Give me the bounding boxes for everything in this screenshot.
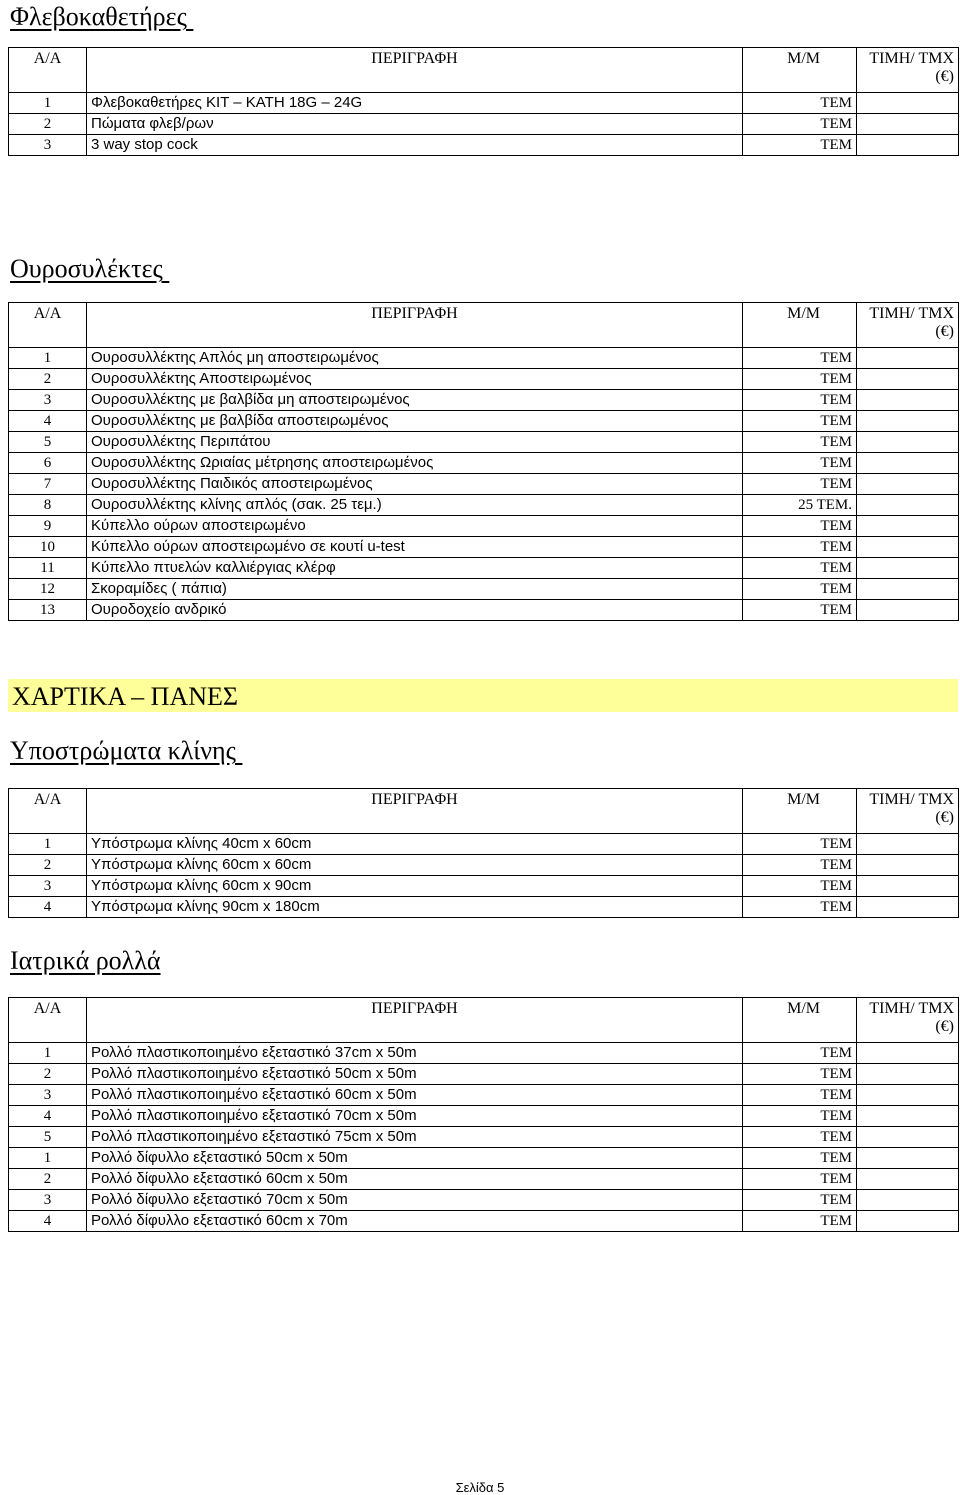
cell-price <box>857 474 959 495</box>
cell-description: Ουροσυλλέκτης με βαλβίδα αποστειρωμένος <box>87 411 743 432</box>
cell-unit: ΤΕΜ <box>743 453 857 474</box>
table-row <box>9 516 959 537</box>
cell-unit: ΤΕΜ <box>743 579 857 600</box>
cell-description: Υπόστρωμα κλίνης 40cm x 60cm <box>87 834 743 855</box>
cell-aa: 13 <box>9 600 87 621</box>
cell-description: Ρολλό πλαστικοποιημένο εξεταστικό 70cm x 50m <box>87 1106 743 1127</box>
cell-description: 3 way stop cock <box>87 135 743 156</box>
column-header-aa: Α/Α <box>9 789 87 834</box>
cell-unit: ΤΕΜ <box>743 855 857 876</box>
cell-unit: ΤΕΜ <box>743 474 857 495</box>
cell-unit: ΤΕΜ <box>743 516 857 537</box>
category-banner <box>8 679 958 712</box>
cell-price <box>857 1211 959 1232</box>
cell-unit: ΤΕΜ <box>743 1043 857 1064</box>
cell-description: Ρολλό δίφυλλο εξεταστικό 60cm x 70m <box>87 1211 743 1232</box>
cell-description: Ρολλό δίφυλλο εξεταστικό 70cm x 50m <box>87 1190 743 1211</box>
cell-aa: 3 <box>9 135 87 156</box>
cell-unit: ΤΕΜ <box>743 348 857 369</box>
cell-aa: 5 <box>9 1127 87 1148</box>
section-title-ourosylektes: Ουροσυλέκτες <box>10 254 170 283</box>
table-body <box>9 93 959 156</box>
table-row <box>9 348 959 369</box>
column-header-unit: Μ/Μ <box>743 789 857 834</box>
cell-description: Ρολλό πλαστικοποιημένο εξεταστικό 60cm x 50m <box>87 1085 743 1106</box>
cell-unit: ΤΕΜ <box>743 834 857 855</box>
column-header-description: ΠΕΡΙΓΡΑΦΗ <box>87 998 743 1043</box>
cell-aa: 1 <box>9 1148 87 1169</box>
column-header-unit: Μ/Μ <box>743 303 857 348</box>
cell-unit: ΤΕΜ <box>743 537 857 558</box>
cell-description: Σκοραμίδες ( πάπια) <box>87 579 743 600</box>
table-row <box>9 834 959 855</box>
cell-aa: 2 <box>9 855 87 876</box>
cell-unit: ΤΕΜ <box>743 1064 857 1085</box>
cell-price <box>857 114 959 135</box>
table-header-row <box>9 789 959 834</box>
column-header-unit: Μ/Μ <box>743 48 857 93</box>
cell-unit: ΤΕΜ <box>743 369 857 390</box>
column-header-price: ΤΙΜΗ/ ΤΜΧ (€) <box>857 303 959 348</box>
cell-aa: 8 <box>9 495 87 516</box>
cell-price <box>857 348 959 369</box>
cell-description: Ουροσυλλέκτης κλίνης απλός (σακ. 25 τεμ.) <box>87 495 743 516</box>
cell-price <box>857 1190 959 1211</box>
cell-unit: ΤΕΜ <box>743 1085 857 1106</box>
cell-aa: 10 <box>9 537 87 558</box>
cell-unit: ΤΕΜ <box>743 1169 857 1190</box>
cell-aa: 2 <box>9 114 87 135</box>
cell-price <box>857 1127 959 1148</box>
cell-unit: ΤΕΜ <box>743 432 857 453</box>
cell-unit: ΤΕΜ <box>743 411 857 432</box>
cell-price <box>857 579 959 600</box>
column-header-description: ΠΕΡΙΓΡΑΦΗ <box>87 48 743 93</box>
table-row <box>9 600 959 621</box>
cell-aa: 3 <box>9 1190 87 1211</box>
table-header-row <box>9 303 959 348</box>
cell-description: Ουροσυλλέκτης Περιπάτου <box>87 432 743 453</box>
cell-price <box>857 453 959 474</box>
column-header-price: ΤΙΜΗ/ ΤΜΧ (€) <box>857 998 959 1043</box>
table-row <box>9 474 959 495</box>
category-banner-title: ΧΑΡΤΙΚΑ – ΠΑΝΕΣ <box>12 682 239 711</box>
cell-description: Ουροσυλλέκτης με βαλβίδα μη αποστειρωμένος <box>87 390 743 411</box>
cell-unit: ΤΕΜ <box>743 1190 857 1211</box>
table-row <box>9 1211 959 1232</box>
cell-price <box>857 1085 959 1106</box>
cell-description: Ουροσυλλέκτης Απλός μη αποστειρωμένος <box>87 348 743 369</box>
cell-description: Πώματα φλεβ/ρων <box>87 114 743 135</box>
cell-description: Κύπελλο πτυελών καλλιέργιας κλέρφ <box>87 558 743 579</box>
cell-price <box>857 834 959 855</box>
cell-aa: 1 <box>9 834 87 855</box>
column-header-price: ΤΙΜΗ/ ΤΜΧ (€) <box>857 48 959 93</box>
cell-aa: 12 <box>9 579 87 600</box>
cell-description: Ουροσυλλέκτης Παιδικός αποστειρωμένος <box>87 474 743 495</box>
cell-price <box>857 516 959 537</box>
column-header-aa: Α/Α <box>9 303 87 348</box>
table-row <box>9 537 959 558</box>
cell-aa: 3 <box>9 1085 87 1106</box>
cell-description: Κύπελλο ούρων αποστειρωμένο σε κουτί u-test <box>87 537 743 558</box>
cell-price <box>857 93 959 114</box>
cell-price <box>857 600 959 621</box>
section-title-ypostromata: Υποστρώματα κλίνης <box>10 736 243 765</box>
column-header-aa: Α/Α <box>9 998 87 1043</box>
cell-price <box>857 135 959 156</box>
cell-unit: ΤΕΜ <box>743 876 857 897</box>
table-row <box>9 897 959 918</box>
cell-price <box>857 897 959 918</box>
table-row <box>9 1190 959 1211</box>
cell-unit: ΤΕΜ <box>743 1211 857 1232</box>
cell-aa: 2 <box>9 369 87 390</box>
cell-aa: 2 <box>9 1169 87 1190</box>
table-row <box>9 1106 959 1127</box>
cell-aa: 4 <box>9 1211 87 1232</box>
cell-price <box>857 537 959 558</box>
cell-aa: 1 <box>9 348 87 369</box>
cell-description: Υπόστρωμα κλίνης 60cm x 60cm <box>87 855 743 876</box>
table-row <box>9 1064 959 1085</box>
cell-price <box>857 1043 959 1064</box>
cell-price <box>857 432 959 453</box>
cell-aa: 5 <box>9 432 87 453</box>
cell-aa: 9 <box>9 516 87 537</box>
cell-aa: 4 <box>9 897 87 918</box>
column-header-price: ΤΙΜΗ/ ΤΜΧ (€) <box>857 789 959 834</box>
cell-unit: 25 ΤΕΜ. <box>743 495 857 516</box>
table-row <box>9 432 959 453</box>
items-table-iatrika-rolla <box>8 997 959 1232</box>
page-number: Σελίδα 5 <box>455 1480 505 1495</box>
cell-description: Ρολλό πλαστικοποιημένο εξεταστικό 75cm x 50m <box>87 1127 743 1148</box>
table-row <box>9 453 959 474</box>
table-row <box>9 1127 959 1148</box>
cell-price <box>857 1169 959 1190</box>
table-row <box>9 369 959 390</box>
table-body <box>9 1043 959 1232</box>
cell-unit: ΤΕΜ <box>743 135 857 156</box>
cell-price <box>857 1148 959 1169</box>
cell-description: Ουροσυλλέκτης Αποστειρωμένος <box>87 369 743 390</box>
cell-unit: ΤΕΜ <box>743 1106 857 1127</box>
cell-aa: 1 <box>9 1043 87 1064</box>
table-row <box>9 876 959 897</box>
column-header-unit: Μ/Μ <box>743 998 857 1043</box>
table-row <box>9 558 959 579</box>
cell-aa: 3 <box>9 876 87 897</box>
column-header-aa: Α/Α <box>9 48 87 93</box>
cell-price <box>857 1106 959 1127</box>
cell-aa: 2 <box>9 1064 87 1085</box>
items-table-flevokathetires <box>8 47 959 156</box>
table-header-row <box>9 998 959 1043</box>
cell-aa: 11 <box>9 558 87 579</box>
cell-price <box>857 876 959 897</box>
table-row <box>9 93 959 114</box>
table-row <box>9 495 959 516</box>
cell-price <box>857 855 959 876</box>
section-title-flevokathetires: Φλεβοκαθετήρες <box>10 2 194 31</box>
cell-description: Ρολλό πλαστικοποιημένο εξεταστικό 37cm x 50m <box>87 1043 743 1064</box>
cell-price <box>857 369 959 390</box>
cell-aa: 1 <box>9 93 87 114</box>
table-row <box>9 114 959 135</box>
cell-description: Ρολλό δίφυλλο εξεταστικό 50cm x 50m <box>87 1148 743 1169</box>
table-header-row <box>9 48 959 93</box>
cell-description: Ουροδοχείο ανδρικό <box>87 600 743 621</box>
cell-aa: 4 <box>9 1106 87 1127</box>
table-row <box>9 135 959 156</box>
cell-aa: 4 <box>9 411 87 432</box>
cell-description: Υπόστρωμα κλίνης 90cm x 180cm <box>87 897 743 918</box>
cell-unit: ΤΕΜ <box>743 1127 857 1148</box>
cell-unit: ΤΕΜ <box>743 1148 857 1169</box>
section-title-iatrika-rolla: Ιατρικά ρολλά <box>10 946 161 975</box>
table-row <box>9 390 959 411</box>
table-row <box>9 1169 959 1190</box>
cell-price <box>857 558 959 579</box>
cell-price <box>857 411 959 432</box>
cell-aa: 6 <box>9 453 87 474</box>
table-body <box>9 834 959 918</box>
cell-description: Ουροσυλλέκτης Ωριαίας μέτρησης αποστειρωμένος <box>87 453 743 474</box>
cell-price <box>857 1064 959 1085</box>
table-body <box>9 348 959 621</box>
table-row <box>9 855 959 876</box>
cell-price <box>857 495 959 516</box>
cell-description: Φλεβοκαθετήρες KIT – KATH 18G – 24G <box>87 93 743 114</box>
items-table-ourosylektes <box>8 302 959 621</box>
cell-unit: ΤΕΜ <box>743 600 857 621</box>
cell-unit: ΤΕΜ <box>743 390 857 411</box>
column-header-description: ΠΕΡΙΓΡΑΦΗ <box>87 789 743 834</box>
cell-unit: ΤΕΜ <box>743 897 857 918</box>
cell-unit: ΤΕΜ <box>743 114 857 135</box>
table-row <box>9 1148 959 1169</box>
table-row <box>9 579 959 600</box>
cell-price <box>857 390 959 411</box>
cell-description: Ρολλό δίφυλλο εξεταστικό 60cm x 50m <box>87 1169 743 1190</box>
table-row <box>9 1085 959 1106</box>
column-header-description: ΠΕΡΙΓΡΑΦΗ <box>87 303 743 348</box>
cell-description: Κύπελλο ούρων αποστειρωμένο <box>87 516 743 537</box>
cell-description: Υπόστρωμα κλίνης 60cm x 90cm <box>87 876 743 897</box>
items-table-ypostromata <box>8 788 959 918</box>
cell-description: Ρολλό πλαστικοποιημένο εξεταστικό 50cm x 50m <box>87 1064 743 1085</box>
table-row <box>9 1043 959 1064</box>
cell-aa: 3 <box>9 390 87 411</box>
table-row <box>9 411 959 432</box>
cell-aa: 7 <box>9 474 87 495</box>
cell-unit: ΤΕΜ <box>743 93 857 114</box>
cell-unit: ΤΕΜ <box>743 558 857 579</box>
